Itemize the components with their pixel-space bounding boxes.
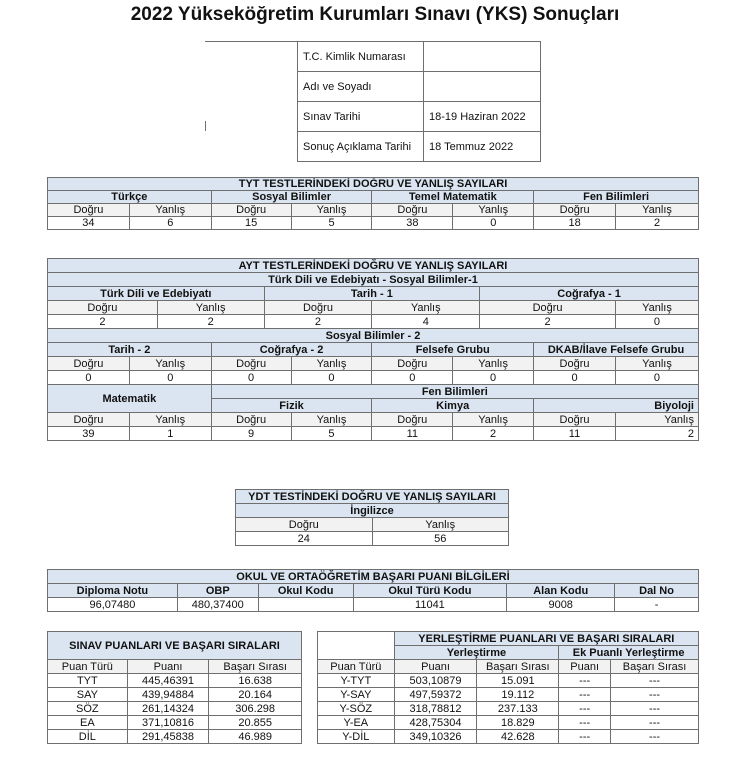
yanlis-label: Yanlış xyxy=(453,204,534,217)
ayt-subject: Felsefe Grubu xyxy=(372,343,534,357)
ayt-value: 2 xyxy=(453,427,534,441)
dogru-label: Doğru xyxy=(534,204,616,217)
sinav-cell: SAY xyxy=(48,688,128,702)
page-title: 2022 Yükseköğretim Kurumları Sınavı (YKS) Sonuçları xyxy=(130,4,620,25)
yanlis-label: Yanlış xyxy=(615,357,698,371)
ayt-subject: Kimya xyxy=(372,399,534,413)
sinav-cell: 261,14324 xyxy=(127,702,209,716)
yer-group-yerlestirme: Yerleştirme xyxy=(394,646,559,660)
ayt-value: 2 xyxy=(157,315,264,329)
dogru-label: Doğru xyxy=(211,413,291,427)
table-row xyxy=(48,688,302,702)
yer-cell: 349,10326 xyxy=(394,730,477,744)
table-row xyxy=(318,730,699,744)
sinav-cell: SÖZ xyxy=(48,702,128,716)
dogru-label: Doğru xyxy=(372,413,453,427)
yer-cell: 42.628 xyxy=(477,730,559,744)
sinav-cell: 20.855 xyxy=(209,716,302,730)
ayt-matematik-label: Matematik xyxy=(48,385,212,413)
info-row xyxy=(298,72,541,102)
yer-cell: --- xyxy=(559,674,611,688)
sinav-cell: 16.638 xyxy=(209,674,302,688)
ayt-subject: Tarih - 2 xyxy=(48,343,212,357)
yer-cell: Y-SAY xyxy=(318,688,395,702)
ayt-value: 2 xyxy=(480,315,616,329)
dogru-label: Doğru xyxy=(480,301,616,315)
yer-cell: Y-DİL xyxy=(318,730,395,744)
table-row xyxy=(318,702,699,716)
okul-header: Okul Kodu xyxy=(258,584,353,598)
yer-cell: 428,75304 xyxy=(394,716,477,730)
ayt-value: 0 xyxy=(534,371,616,385)
tyt-subject: Türkçe xyxy=(48,191,212,204)
yanlis-label: Yanlış xyxy=(372,301,480,315)
tyt-subject: Fen Bilimleri xyxy=(534,191,699,204)
photo-frame xyxy=(205,41,206,161)
info-row xyxy=(298,102,541,132)
yer-group-ek: Ek Puanlı Yerleştirme xyxy=(559,646,699,660)
ayt-value: 0 xyxy=(372,371,453,385)
ayt-title: AYT TESTLERİNDEKİ DOĞRU VE YANLIŞ SAYILARI xyxy=(48,259,699,273)
yanlis-label: Yanlış xyxy=(129,357,211,371)
info-value: 18-19 Haziran 2022 xyxy=(424,102,541,132)
okul-value: 9008 xyxy=(507,598,615,612)
okul-value xyxy=(258,598,353,612)
okul-header: Dal No xyxy=(615,584,699,598)
ayt-value: 0 xyxy=(615,315,698,329)
candidate-info-table xyxy=(297,41,541,162)
dogru-label: Doğru xyxy=(48,413,130,427)
ayt-results-table xyxy=(47,258,699,441)
ydt-results-table xyxy=(235,489,509,546)
table-row xyxy=(48,730,302,744)
dogru-label: Doğru xyxy=(48,204,130,217)
table-row xyxy=(318,674,699,688)
yer-title: YERLEŞTİRME PUANLARI VE BAŞARI SIRALARI xyxy=(394,632,698,646)
ayt-value: 11 xyxy=(372,427,453,441)
yer-cell: --- xyxy=(559,730,611,744)
ayt-value: 0 xyxy=(48,371,130,385)
yer-header: Başarı Sırası xyxy=(611,660,699,674)
yanlis-label: Yanlış xyxy=(372,518,509,532)
ayt-value: 0 xyxy=(129,371,211,385)
okul-header: Diploma Notu xyxy=(48,584,178,598)
sinav-header: Puanı xyxy=(127,660,209,674)
dogru-label: Doğru xyxy=(372,357,453,371)
tyt-results-table xyxy=(47,177,699,230)
dogru-label: Doğru xyxy=(534,357,616,371)
okul-header: Okul Türü Kodu xyxy=(353,584,507,598)
okul-header: Alan Kodu xyxy=(507,584,615,598)
yanlis-label: Yanlış xyxy=(615,413,698,427)
yer-cell: Y-TYT xyxy=(318,674,395,688)
sinav-cell: 46.989 xyxy=(209,730,302,744)
ayt-value: 2 xyxy=(264,315,372,329)
yer-cell: 503,10879 xyxy=(394,674,477,688)
yer-cell: --- xyxy=(611,688,699,702)
tyt-value: 15 xyxy=(211,217,291,230)
ayt-value: 4 xyxy=(372,315,480,329)
okul-header: OBP xyxy=(177,584,258,598)
tyt-value: 2 xyxy=(616,217,699,230)
info-label: T.C. Kimlik Numarası xyxy=(298,42,424,72)
yer-cell: 497,59372 xyxy=(394,688,477,702)
yer-cell: --- xyxy=(611,716,699,730)
yer-cell: Y-SÖZ xyxy=(318,702,395,716)
yanlis-label: Yanlış xyxy=(615,301,698,315)
dogru-label: Doğru xyxy=(211,204,291,217)
info-value xyxy=(424,42,541,72)
okul-value: 480,37400 xyxy=(177,598,258,612)
yer-header: Puanı xyxy=(559,660,611,674)
yer-cell: Y-EA xyxy=(318,716,395,730)
sinav-cell: 439,94884 xyxy=(127,688,209,702)
sinav-cell: TYT xyxy=(48,674,128,688)
ayt-value: 5 xyxy=(291,427,372,441)
ayt-value: 0 xyxy=(453,371,534,385)
tyt-value: 34 xyxy=(48,217,130,230)
ayt-value: 11 xyxy=(534,427,616,441)
tyt-value: 5 xyxy=(291,217,372,230)
ayt-subject: Coğrafya - 2 xyxy=(211,343,372,357)
ayt-value: 2 xyxy=(615,427,698,441)
table-row xyxy=(318,688,699,702)
ydt-subject: İngilizce xyxy=(236,504,509,518)
sinav-cell: 371,10816 xyxy=(127,716,209,730)
dogru-label: Doğru xyxy=(264,301,372,315)
yer-cell: --- xyxy=(559,716,611,730)
dogru-label: Doğru xyxy=(236,518,373,532)
ayt-value: 0 xyxy=(211,371,291,385)
yer-cell: 19.112 xyxy=(477,688,559,702)
tyt-value: 0 xyxy=(453,217,534,230)
yer-header: Puanı xyxy=(394,660,477,674)
yer-cell: --- xyxy=(611,702,699,716)
tyt-subject: Sosyal Bilimler xyxy=(211,191,372,204)
dogru-label: Doğru xyxy=(534,413,616,427)
ayt-value: 1 xyxy=(129,427,211,441)
okul-title: OKUL VE ORTAÖĞRETİM BAŞARI PUANI BİLGİLERİ xyxy=(48,570,699,584)
ayt-value: 39 xyxy=(48,427,130,441)
table-row xyxy=(318,716,699,730)
sinav-header: Başarı Sırası xyxy=(209,660,302,674)
sinav-cell: 445,46391 xyxy=(127,674,209,688)
yanlis-label: Yanlış xyxy=(291,204,372,217)
yanlis-label: Yanlış xyxy=(129,204,211,217)
info-row xyxy=(298,132,541,162)
ayt-subject: Coğrafya - 1 xyxy=(480,287,699,301)
yanlis-label: Yanlış xyxy=(291,413,372,427)
yer-header: Başarı Sırası xyxy=(477,660,559,674)
table-row xyxy=(48,716,302,730)
ydt-title: YDT TESTİNDEKİ DOĞRU VE YANLIŞ SAYILARI xyxy=(236,490,509,504)
yanlis-label: Yanlış xyxy=(453,413,534,427)
ydt-value: 56 xyxy=(372,532,509,546)
sinav-cell: 306.298 xyxy=(209,702,302,716)
dogru-label: Doğru xyxy=(48,301,158,315)
tyt-value: 6 xyxy=(129,217,211,230)
yanlis-label: Yanlış xyxy=(616,204,699,217)
yanlis-label: Yanlış xyxy=(291,357,372,371)
ayt-subject: Türk Dili ve Edebiyatı xyxy=(48,287,265,301)
ayt-value: 9 xyxy=(211,427,291,441)
sinav-header: Puan Türü xyxy=(48,660,128,674)
okul-value: 96,07480 xyxy=(48,598,178,612)
dogru-label: Doğru xyxy=(372,204,453,217)
ayt-subject: Fizik xyxy=(211,399,372,413)
sinav-cell: 291,45838 xyxy=(127,730,209,744)
dogru-label: Doğru xyxy=(211,357,291,371)
ayt-subject: Tarih - 1 xyxy=(264,287,480,301)
ayt-group2-title: Sosyal Bilimler - 2 xyxy=(48,329,699,343)
info-row xyxy=(298,42,541,72)
ayt-fen-label: Fen Bilimleri xyxy=(211,385,698,399)
sinav-cell: DİL xyxy=(48,730,128,744)
ayt-subject: DKAB/İlave Felsefe Grubu xyxy=(534,343,699,357)
yer-cell: 18.829 xyxy=(477,716,559,730)
yer-cell: --- xyxy=(611,674,699,688)
yanlis-label: Yanlış xyxy=(157,301,264,315)
sinav-cell: EA xyxy=(48,716,128,730)
sinav-cell: 20.164 xyxy=(209,688,302,702)
sinav-title: SINAV PUANLARI VE BAŞARI SIRALARI xyxy=(48,632,302,660)
table-row xyxy=(48,702,302,716)
yer-header: Puan Türü xyxy=(318,660,395,674)
info-value xyxy=(424,72,541,102)
info-label: Sonuç Açıklama Tarihi xyxy=(298,132,424,162)
info-label: Adı ve Soyadı xyxy=(298,72,424,102)
tyt-value: 38 xyxy=(372,217,453,230)
yer-cell: --- xyxy=(559,702,611,716)
yer-cell: --- xyxy=(611,730,699,744)
dogru-label: Doğru xyxy=(48,357,130,371)
info-value: 18 Temmuz 2022 xyxy=(424,132,541,162)
yer-cell: 318,78812 xyxy=(394,702,477,716)
ydt-value: 24 xyxy=(236,532,373,546)
yanlis-label: Yanlış xyxy=(453,357,534,371)
ayt-subject: Biyoloji xyxy=(534,399,699,413)
ayt-value: 2 xyxy=(48,315,158,329)
yanlis-label: Yanlış xyxy=(129,413,211,427)
info-label: Sınav Tarihi xyxy=(298,102,424,132)
yer-cell: --- xyxy=(559,688,611,702)
tyt-value: 18 xyxy=(534,217,616,230)
yer-corner xyxy=(318,632,395,660)
exam-scores-table xyxy=(47,631,302,744)
school-info-table xyxy=(47,569,699,612)
tyt-subject: Temel Matematik xyxy=(372,191,534,204)
okul-value: 11041 xyxy=(353,598,507,612)
ayt-value: 0 xyxy=(291,371,372,385)
yer-cell: 15.091 xyxy=(477,674,559,688)
table-row xyxy=(48,674,302,688)
yer-cell: 237.133 xyxy=(477,702,559,716)
placement-scores-table xyxy=(317,631,699,744)
okul-value: - xyxy=(615,598,699,612)
tyt-title: TYT TESTLERİNDEKİ DOĞRU VE YANLIŞ SAYILARI xyxy=(48,178,699,191)
ayt-value: 0 xyxy=(615,371,698,385)
ayt-group1-title: Türk Dili ve Edebiyatı - Sosyal Bilimler-1 xyxy=(48,273,699,287)
